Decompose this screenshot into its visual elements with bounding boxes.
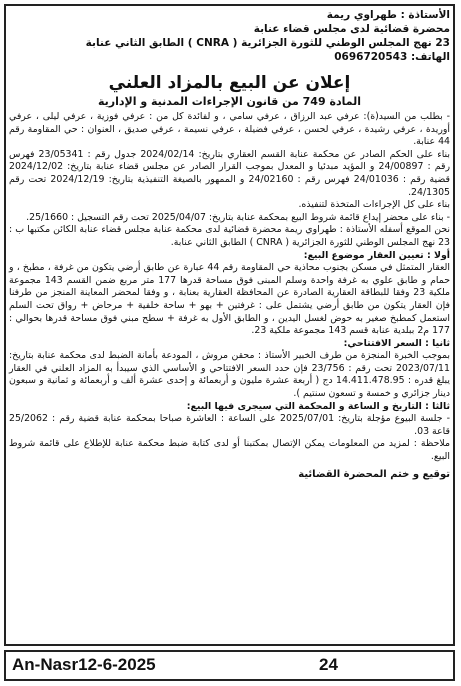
bailiff-title: محضرة قضائية لدى مجلس قضاء عنابة	[253, 23, 450, 35]
notice-subtitle: المادة 749 من قانون الإجراءات المدنية و الإدارية	[98, 95, 361, 108]
paragraph-judgment: بناء على الحكم الصادر عن محكمة عنابة القسم العقاري بتاريخ: 2024/02/14 جدول رقم : 23/05341 فهرس رقم : 24/00897 و المؤيد مبدئيا و المعدل بموجب القرار الصادر عن مجلس قضاء عنابة بتاريخ: 2024/12/02 قضية رقم : 24/01036 فهرس رقم : 24/02160 و الممهور بالصيغة التنفيذية بتاريخ: 2024/12/19 تحت رقم 24/1305.	[9, 148, 450, 198]
paragraph-note: ملاحظة : لمزيد من المعلومات يمكن الإتصال بمكتبنا أو لدى كتابة ضبط محكمة عنابة للإطلاع على قائمة شروط البيع.	[9, 438, 450, 463]
publication-label: An-Nasr12-6-2025	[12, 655, 156, 674]
section-heading-date: ثالثا : التاريخ و الساعة و المحكمة التي سيجرى فيها البيع:	[186, 400, 450, 412]
section-heading-price: ثانيا : السعر الافتتاحي:	[343, 337, 450, 349]
paragraph-session: - جلسة البيوع مؤجلة بتاريخ: 2025/07/01 على الساعة : العاشرة صباحا بمحكمة عنابة قضية رقم : 25/2062 قاعة 03.	[9, 413, 450, 437]
signature-line: توقيع و ختم المحضرة القضائية	[298, 468, 450, 480]
section-heading-property: أولا : تعيين العقار موضوع البيع:	[303, 249, 450, 261]
footer-bar	[4, 650, 455, 681]
page-number: 24	[319, 655, 338, 674]
bailiff-name: الأستاذة : طهراوي ريمة	[326, 9, 450, 21]
paragraph-bailiff: نحن الموقع أسفله الأستاذة : طهراوي ريمة محضرة قضائية لدى محكمة عنابة مجلس قضاء عنابة الكائن مكتبها ب : 23 نهج المجلس الوطني للثورة الجزائرية ( CNRA ) الطابق الثاني عنابة.	[9, 224, 450, 248]
paragraph-property: العقار المتمثل في مسكن بجنوب محاذية حي المقاومة رقم 44 عبارة عن طابق أرضي يتكون من غرفة ، مطبخ ، و حمام و طابق علوي به غرفة واحدة وسلم المبنى فوق مساحة قدرها 177 متر مربع ضمن القسم 143 مجموعة ملكية 23 وفقا للبطاقة العقارية الصادرة عن المحافظة العقارية بعنابة ، و وفقا لمحضر المعاينة المنجز من طرفنا فإن العقار يتكون من طابق أرضي يشتمل على : غرفتين + بهو + ساحة خلفية + مرحاض + رواق تحت السلم استعمل كمطبخ صغير به حوض لغسل اليدين ، و الطابق الأول به غرفة + سطح مبني فوق مساحة قدرها بحوالي : 177 م2 ببلدية عنابة قسم 143 مجموعة ملكية 23.	[9, 262, 451, 337]
phone-line	[9, 50, 450, 64]
paragraph-procedures: بناء على كل الإجراءات المتخذة لتنفيذه.	[298, 199, 450, 211]
paragraph-price: بموجب الخبرة المنجزة من طرف الخبير الأستاذ : محقن مروش ، المودعة بأمانة الضبط لدى محكمة عنابة بتاريخ: 2023/07/11 تحت رقم : 23/756 فإن حدد السعر الافتتاحي و الأساسي الذي سيبدأ به المزاد العلني في العقار يبلغ قدره : 14.411.478.95 دج ( أربعة عشرة مليون و أربعمائة و إحدى عشرة ألف و أربعمائة و ثمانية و سبعون دينار جزائري و خمسة و تسعون سنتيم ).	[9, 350, 450, 400]
phone-label: الهاتف:	[410, 51, 450, 63]
office-address: 23 نهج المجلس الوطني للثورة الجزائرية ( CNRA ) الطابق الثاني عنابة	[85, 37, 450, 49]
notice-title: إعلان عن البيع بالمزاد العلني	[108, 73, 351, 93]
paragraph-deposit: - بناء على محضر إيداع قائمة شروط البيع بمحكمة عنابة بتاريخ: 2025/04/07 تحت رقم التسجيل : 25/1660.	[26, 211, 450, 223]
notice-body	[9, 8, 450, 482]
paragraph-requester: - بطلب من السيد(ة): عرفي عبد الرزاق ، عرفي سامي ، و لفائدة كل من : عرفي فوزية ، عرفي ليلى ، عرفي أوريدة ، عرفي رشيدة ، عرفي لحسن ، عرفي فضيلة ، عرفي نسيمة ، عرفي صديق ، العنوان : حي المقاومة رقم 44 عنابة.	[9, 111, 450, 148]
phone-number: 0696720543	[334, 51, 408, 63]
